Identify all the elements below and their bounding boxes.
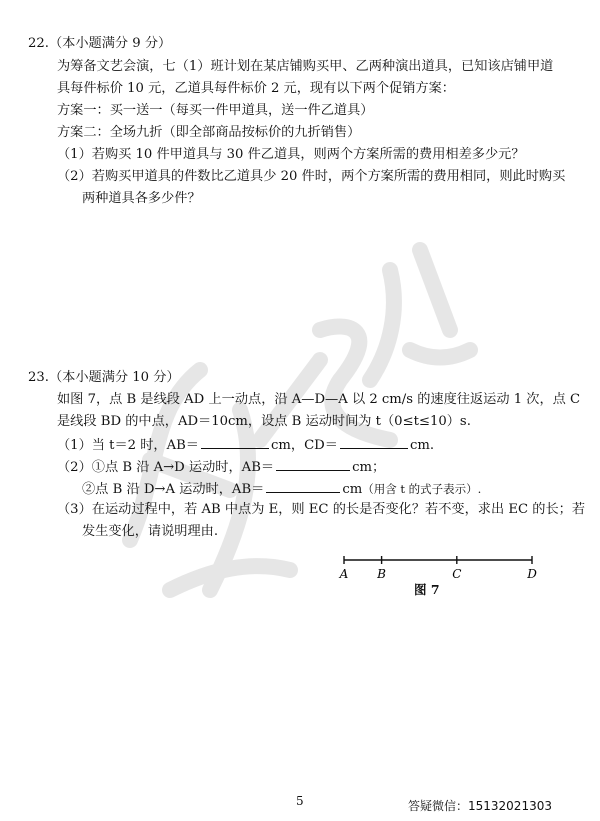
point-label-a: A — [339, 567, 349, 581]
q23-header: 23.（本小题满分 10 分） — [28, 370, 180, 385]
q23-part2a-text: ①点 B 沿 A→D 运动时，AB＝ — [91, 460, 275, 475]
q23-part3-text-line1: 在运动过程中，若 AB 中点为 E，则 EC 的长是否变化？若不变，求出 EC 的长；若 — [91, 502, 586, 517]
q22-part1 — [57, 145, 525, 165]
q23-part2a-end: cm； — [352, 460, 386, 475]
q23-part2b-text: ②点 B 沿 D→A 运动时，AB＝ — [82, 482, 265, 497]
q23-part2-number: （2） — [57, 460, 92, 475]
q23-part1-text-a: 当 t＝2 时，AB＝ — [91, 438, 199, 453]
point-label-d: D — [527, 567, 537, 581]
q22-plan2: 方案二：全场九折（即全部商品按标价的九折销售） — [57, 125, 361, 140]
figure-7-segment — [336, 548, 546, 608]
q22-part1-text: 若购买 10 件甲道具与 30 件乙道具，则两个方案所需的费用相差多少元？ — [91, 147, 525, 162]
q23-part2b — [82, 478, 481, 500]
q22-part2-text-line2: 两种道具各多少件？ — [82, 191, 201, 206]
q23-intro-line1: 如图 7，点 B 是线段 AD 上一动点，沿 A—D—A 以 2 cm/s 的速度往返运动 1 次，点 C — [57, 392, 581, 407]
q22-part2-text-line1: 若购买甲道具的件数比乙道具少 20 件时，两个方案所需的费用相同，则此时购买 — [91, 169, 566, 184]
q23-part2a — [57, 456, 385, 478]
figure-caption: 图 7 — [414, 582, 440, 597]
point-label-c: C — [452, 567, 462, 581]
answer-blank-part2b[interactable] — [266, 478, 340, 493]
q22-part1-number: （1） — [57, 147, 92, 162]
q22-intro-line1: 为筹备文艺会演，七（1）班计划在某店铺购买甲、乙两种演出道具，已知该店铺甲道 — [57, 59, 554, 74]
q23-part2b-end: cm — [342, 482, 363, 497]
q22-part2-number: （2） — [57, 169, 92, 184]
q23-part3-number: （3） — [57, 502, 92, 517]
point-label-b: B — [377, 567, 387, 581]
q23-part3-text-line2: 发生变化，请说明理由. — [82, 524, 219, 539]
q23-part1 — [57, 434, 434, 456]
q23-part3 — [57, 500, 585, 520]
q23-part1-text-c: cm. — [409, 438, 435, 453]
page-number: 5 — [296, 794, 304, 808]
q22-intro-line2: 具每件标价 10 元，乙道具每件标价 2 元，现有以下两个促销方案： — [57, 81, 455, 96]
q23-intro-line2: 是线段 BD 的中点，AD＝10cm，设点 B 运动时间为 t（0≤t≤10）s. — [57, 414, 471, 429]
q23-part2b-note: （用含 t 的式子表示）. — [362, 482, 482, 496]
q22-plan1: 方案一：买一送一（每买一件甲道具，送一件乙道具） — [57, 103, 374, 118]
q22-part2 — [57, 167, 565, 187]
q23-part1-text-b: cm，CD＝ — [271, 438, 338, 453]
answer-blank-cd[interactable] — [340, 434, 408, 449]
answer-blank-part2a[interactable] — [276, 456, 350, 471]
answer-blank-ab[interactable] — [201, 434, 269, 449]
q22-header: 22.（本小题满分 9 分） — [28, 36, 172, 51]
q23-part1-number: （1） — [57, 438, 92, 453]
footer-contact: 答疑微信：15132021303 — [408, 799, 552, 813]
